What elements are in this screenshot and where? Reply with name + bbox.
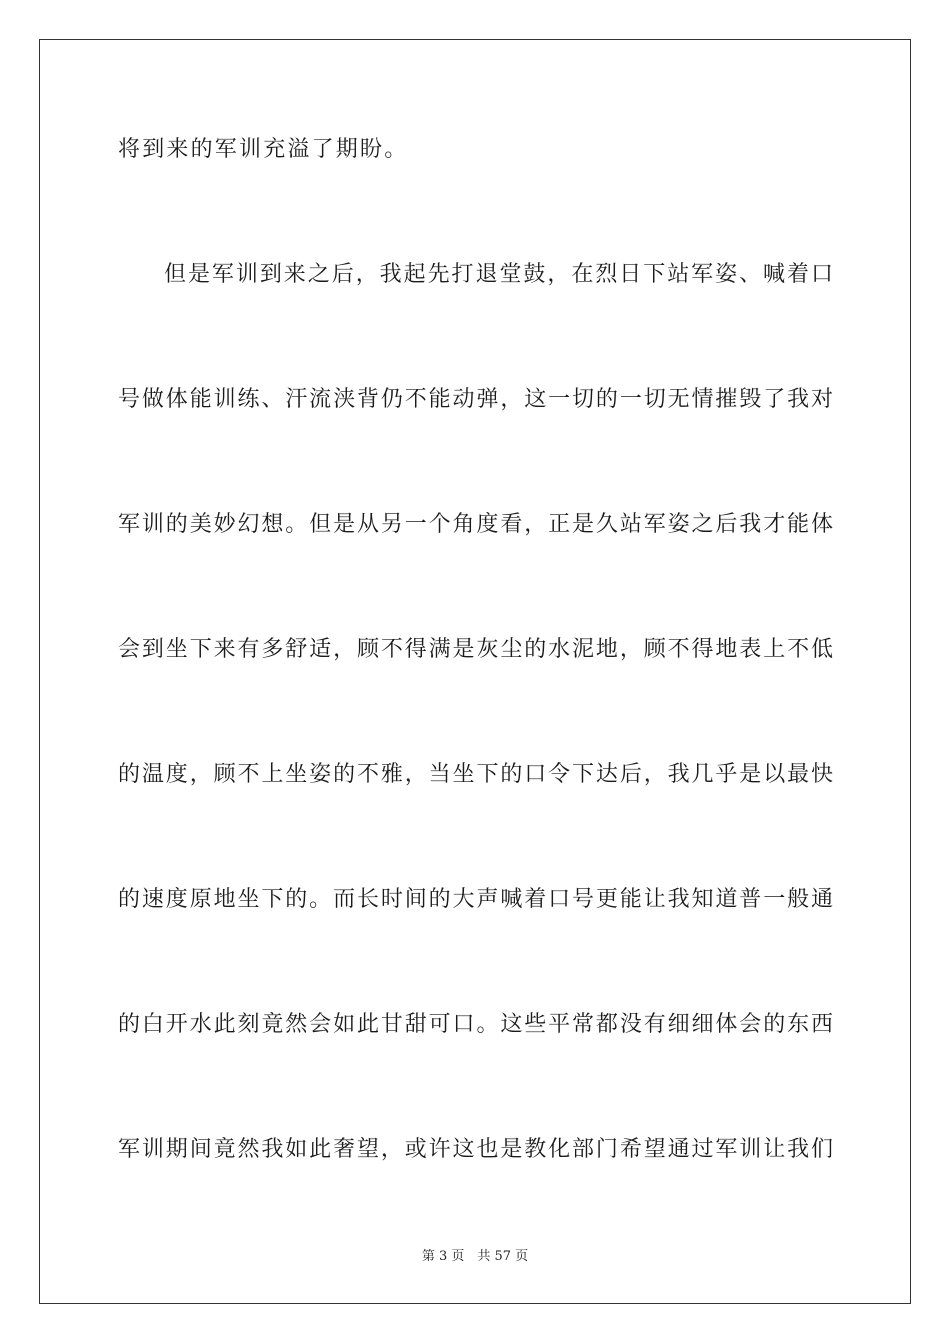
text-line: 的速度原地坐下的。而长时间的大声喊着口号更能让我知道普一般通 [118, 887, 833, 912]
text-line: 的温度，顾不上坐姿的不雅，当坐下的口令下达后，我几乎是以最快 [118, 762, 833, 787]
page-number-label: 第 3 页 共 57 页 [421, 1249, 529, 1264]
text-line: 的白开水此刻竟然会如此甘甜可口。这些平常都没有细细体会的东西 [118, 1012, 833, 1037]
text-line: 军训期间竟然我如此奢望，或许这也是教化部门希望通过军训让我们 [118, 1137, 833, 1162]
text-line: 号做体能训练、汗流浃背仍不能动弹，这一切的一切无情摧毁了我对 [118, 387, 833, 412]
page-footer [0, 1249, 950, 1265]
text-line: 但是军训到来之后，我起先打退堂鼓，在烈日下站军姿、喊着口 [164, 262, 833, 287]
text-line: 会到坐下来有多舒适，顾不得满是灰尘的水泥地，顾不得地表上不低 [118, 637, 833, 662]
page-border [39, 39, 911, 1304]
text-line: 军训的美妙幻想。但是从另一个角度看，正是久站军姿之后我才能体 [118, 512, 833, 537]
text-line: 将到来的军训充溢了期盼。 [118, 137, 409, 162]
